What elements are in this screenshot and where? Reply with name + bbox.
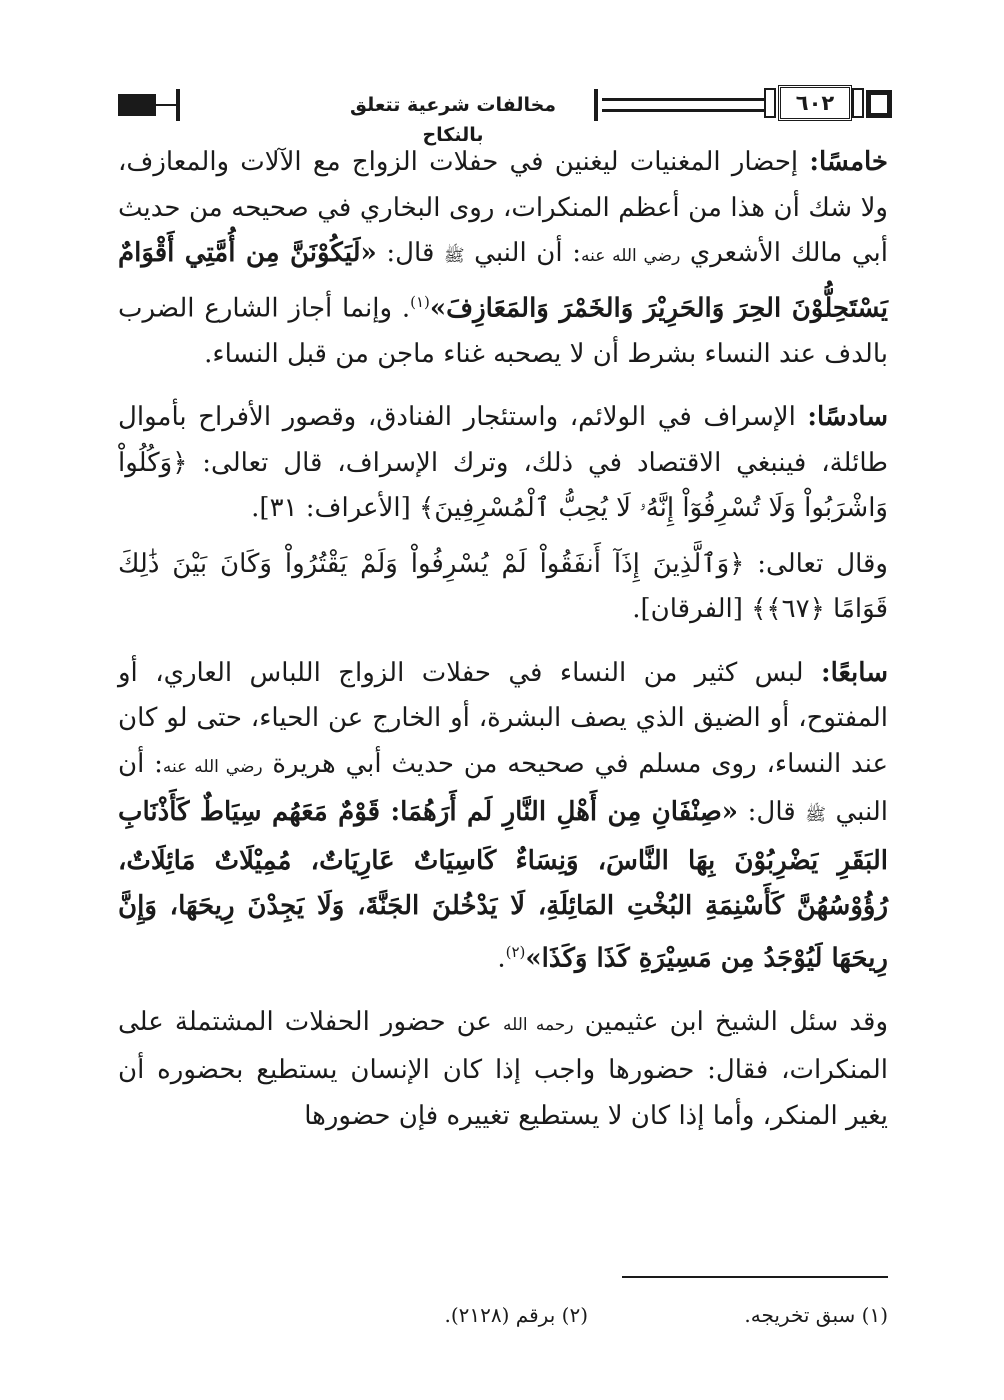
header-end-box	[866, 90, 892, 118]
honorific-glyph: رضي الله عنه	[580, 246, 681, 266]
footnote-separator	[622, 1276, 888, 1278]
page-number: ٦٠٢	[778, 85, 852, 121]
hadith-quote: «لَيَكُوْنَنَّ مِن أُمَّتِي أَقْوَامٌ يَسْتَحِلُّوْنَ الحِرَ وَالحَرِيْرَ وَالخَمْرَ وَالمَعَازِفَ»	[118, 238, 888, 324]
hadith-quote: «صِنْفَانِ مِن أَهْلِ النَّارِ لَم أَرَهُمَا: قَوْمٌ مَعَهُم سِيَاطٌ كَأَذْنَابِ البَقَرِ يَضْرِبُوْنَ بِهَا النَّاسَ، وَنِسَاءٌ كَاسِيَاتٌ عَارِيَاتٌ، مُمِيْلَاتٌ مَائِلَاتٌ، رُؤُوْسُهُنَّ كَأَسْنِمَةِ البُخْتِ المَائِلَةِ، لَا يَدْخُلنَ الجَنَّةَ، وَلَا يَجِدْنَ رِيحَهَا، وَإِنَّ رِيحَهَا لَيُوْجَدُ مِن مَسِيْرَةِ كَذَا وَكَذَا»	[118, 797, 888, 974]
body-text: عن حضور الحفلات المشتملة على المنكرات، فقال: حضورها واجب إذا كان الإنسان يستطيع بحضوره أن يغير المنكر، وأما إذا كان لا يستطيع تغييره فإن حضورها	[118, 1006, 888, 1131]
point-label: خامسًا:	[809, 147, 888, 177]
footnote-ref: (٢)	[505, 942, 526, 961]
body-text: لبس كثير من النساء في حفلات الزواج اللباس العاري، أو المفتوح، أو الضيق الذي يصف البشرة، أو الخارج عن الحياء، حتى لو كان عند النساء، روى مسلم في صحيحه من حديث أبي هريرة	[118, 657, 889, 779]
header-left-bar	[176, 89, 180, 121]
body-text: : أن النبي	[118, 748, 889, 828]
paragraph-sixth	[118, 395, 888, 532]
body-text: قال:	[738, 797, 806, 828]
footnote-ref: (١)	[410, 292, 430, 311]
quran-verse: ﴿وَٱلَّذِينَ إِذَآ أَنفَقُواْ لَمْ يُسْرِفُواْ وَلَمْ يَقْتُرُواْ وَكَانَ بَيْنَ ذَٰلِكَ قَوَامًا ﴿٦٧﴾﴾	[118, 548, 888, 625]
verse-reference: [الفرقان].	[632, 594, 752, 625]
body-text: الإسراف في الولائم، واستئجار الفنادق، وقصور الأفراح بأموال طائلة، فينبغي الاقتصاد في ذلك، وترك الإسراف، قال تعالى:	[118, 402, 888, 478]
paragraph-fatwa	[118, 1000, 888, 1140]
body-text: قال:	[376, 238, 445, 268]
page-body	[118, 140, 888, 1139]
running-header	[118, 84, 888, 146]
honorific-glyph: رحمه الله	[503, 1014, 574, 1035]
header-double-rule	[602, 98, 764, 112]
honorific-glyph: رضي الله عنه	[162, 756, 263, 777]
verse-reference: [الأعراف: ٣١].	[251, 493, 420, 524]
body-text: : أن النبي	[464, 238, 581, 268]
honorific-glyph: ﷺ	[805, 805, 826, 826]
header-ornament-left	[764, 88, 776, 118]
body-text: .	[497, 943, 506, 974]
header-title: مخالفات شرعية تتعلق بالنكاح	[349, 94, 557, 146]
footnote-1: (١) سبق تخريجه.	[744, 1303, 888, 1327]
body-text: وقال تعالى:	[744, 548, 888, 579]
point-label: سادسًا:	[807, 402, 888, 433]
header-divider-bar	[594, 89, 598, 121]
paragraph-fifth	[118, 140, 888, 377]
header-left-block	[118, 94, 156, 116]
body-text: وقد سئل الشيخ ابن عثيمين	[573, 1006, 888, 1037]
body-text: إحضار المغنيات ليغنين في حفلات الزواج مع الآلات والمعازف، ولا شك أن هذا من أعظم المنكرات، روى البخاري في صحيحه من حديث أبي مالك الأشعري	[118, 147, 889, 268]
body-text: . وإنما أجاز الشارع الضرب بالدف عند النساء بشرط أن لا يصحبه غناء ماجن من قبل النساء.	[118, 293, 888, 369]
footnotes	[118, 1300, 888, 1340]
point-label: سابعًا:	[820, 657, 888, 688]
quran-verse: ﴿وَكُلُواْ وَاشْرَبُواْ وَلَا تُسْرِفُوٓاْ إِنَّهُۥ لَا يُحِبُّ ٱلْمُسْرِفِينَ﴾	[118, 447, 888, 524]
footnote-2: (٢) برقم (٢١٢٨).	[444, 1303, 588, 1327]
paragraph-seventh	[118, 651, 888, 982]
header-left-line	[156, 104, 176, 106]
header-ornament-right	[852, 88, 864, 118]
honorific-glyph: ﷺ	[444, 246, 465, 266]
paragraph-verse	[118, 542, 888, 633]
